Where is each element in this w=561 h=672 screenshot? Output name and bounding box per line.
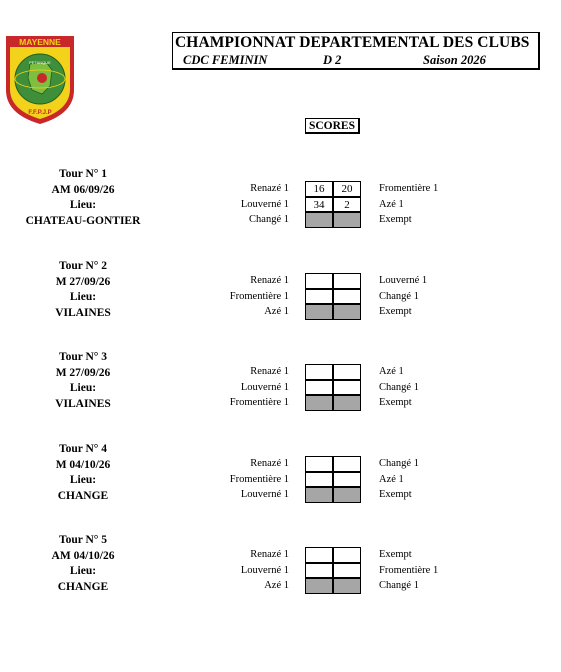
away-team: Exempt	[379, 397, 412, 408]
home-team: Louverné 1	[240, 489, 289, 500]
round-block	[0, 442, 561, 512]
round-venue: CHANGE	[57, 580, 109, 593]
home-score-cell[interactable]	[305, 395, 333, 411]
home-team: Changé 1	[249, 214, 289, 225]
header-box	[172, 32, 540, 70]
season-label: Saison 2026	[423, 53, 486, 67]
home-score-cell[interactable]	[305, 472, 333, 488]
away-team: Fromentière 1	[379, 183, 439, 194]
home-team: Fromentière 1	[229, 290, 289, 302]
home-score-cell[interactable]	[305, 456, 333, 472]
logo-code-text: F.F.P.J.P	[28, 110, 52, 116]
away-team: Changé 1	[379, 458, 419, 469]
away-team: Changé 1	[379, 381, 419, 393]
round-venue: CHATEAU-GONTIER	[25, 214, 141, 227]
home-score-cell[interactable]: 16	[305, 181, 333, 197]
location-label: Lieu:	[69, 382, 97, 394]
home-team: Fromentière 1	[229, 397, 289, 408]
home-score-cell[interactable]	[305, 578, 333, 594]
away-score-cell[interactable]	[333, 289, 361, 305]
location-label: Lieu:	[69, 474, 97, 486]
away-team: Exempt	[379, 549, 412, 560]
round-number: Tour N° 3	[58, 351, 108, 363]
away-score-cell[interactable]	[333, 472, 361, 488]
round-date: AM 06/09/26	[51, 183, 115, 196]
scores-heading: SCORES	[305, 118, 360, 134]
away-score-cell[interactable]: 2	[333, 197, 361, 213]
home-team: Louverné 1	[240, 198, 289, 210]
away-team: Azé 1	[379, 366, 404, 377]
away-team: Exempt	[379, 489, 412, 500]
away-score-cell[interactable]	[333, 456, 361, 472]
away-score-cell[interactable]	[333, 380, 361, 396]
home-score-cell[interactable]: 34	[305, 197, 333, 213]
home-score-cell[interactable]	[305, 289, 333, 305]
away-score-cell[interactable]	[333, 304, 361, 320]
home-score-cell[interactable]	[305, 212, 333, 228]
away-team: Exempt	[379, 306, 412, 317]
home-score-cell[interactable]	[305, 563, 333, 579]
round-block	[0, 350, 561, 420]
category-label: CDC FEMININ	[183, 53, 268, 67]
home-team: Azé 1	[264, 306, 289, 317]
away-score-cell[interactable]	[333, 364, 361, 380]
location-label: Lieu:	[69, 199, 97, 211]
home-team: Renazé 1	[250, 183, 289, 194]
home-score-cell[interactable]	[305, 380, 333, 396]
round-date: M 27/09/26	[55, 275, 111, 288]
round-date: M 27/09/26	[55, 366, 111, 379]
round-block	[0, 259, 561, 329]
round-venue: VILAINES	[55, 306, 111, 319]
away-score-cell[interactable]: 20	[333, 181, 361, 197]
home-team: Fromentière 1	[229, 473, 289, 485]
away-team: Louverné 1	[379, 275, 428, 286]
away-score-cell[interactable]	[333, 547, 361, 563]
round-number: Tour N° 5	[58, 534, 108, 546]
round-number: Tour N° 4	[58, 443, 108, 455]
round-date: AM 04/10/26	[51, 549, 115, 562]
away-team: Changé 1	[379, 580, 419, 591]
home-team: Renazé 1	[250, 275, 289, 286]
round-venue: VILAINES	[55, 397, 111, 410]
home-score-cell[interactable]	[305, 304, 333, 320]
home-team: Louverné 1	[240, 564, 289, 576]
logo-inner-text: PETANQUE	[29, 60, 51, 65]
home-score-cell[interactable]	[305, 364, 333, 380]
home-team: Louverné 1	[240, 381, 289, 393]
home-score-cell[interactable]	[305, 547, 333, 563]
away-team: Azé 1	[379, 473, 404, 485]
away-score-cell[interactable]	[333, 487, 361, 503]
location-label: Lieu:	[69, 291, 97, 303]
page-title: CHAMPIONNAT DEPARTEMENTAL DES CLUBS	[175, 34, 530, 51]
away-score-cell[interactable]	[333, 563, 361, 579]
home-team: Renazé 1	[250, 366, 289, 377]
location-label: Lieu:	[69, 565, 97, 577]
away-score-cell[interactable]	[333, 212, 361, 228]
logo-region-text: MAYENNE	[19, 37, 61, 47]
round-date: M 04/10/26	[55, 458, 111, 471]
round-number: Tour N° 1	[58, 168, 108, 180]
away-score-cell[interactable]	[333, 578, 361, 594]
division-label: D 2	[323, 53, 342, 67]
home-team: Renazé 1	[250, 458, 289, 469]
round-venue: CHANGE	[57, 489, 109, 502]
away-team: Fromentière 1	[379, 564, 439, 576]
away-team: Azé 1	[379, 198, 404, 210]
round-block	[0, 167, 561, 237]
home-score-cell[interactable]	[305, 273, 333, 289]
home-team: Azé 1	[264, 580, 289, 591]
away-team: Changé 1	[379, 290, 419, 302]
away-team: Exempt	[379, 214, 412, 225]
round-number: Tour N° 2	[58, 260, 108, 272]
round-block	[0, 533, 561, 603]
mayenne-petanque-logo	[4, 34, 76, 126]
home-score-cell[interactable]	[305, 487, 333, 503]
away-score-cell[interactable]	[333, 273, 361, 289]
away-score-cell[interactable]	[333, 395, 361, 411]
home-team: Renazé 1	[250, 549, 289, 560]
